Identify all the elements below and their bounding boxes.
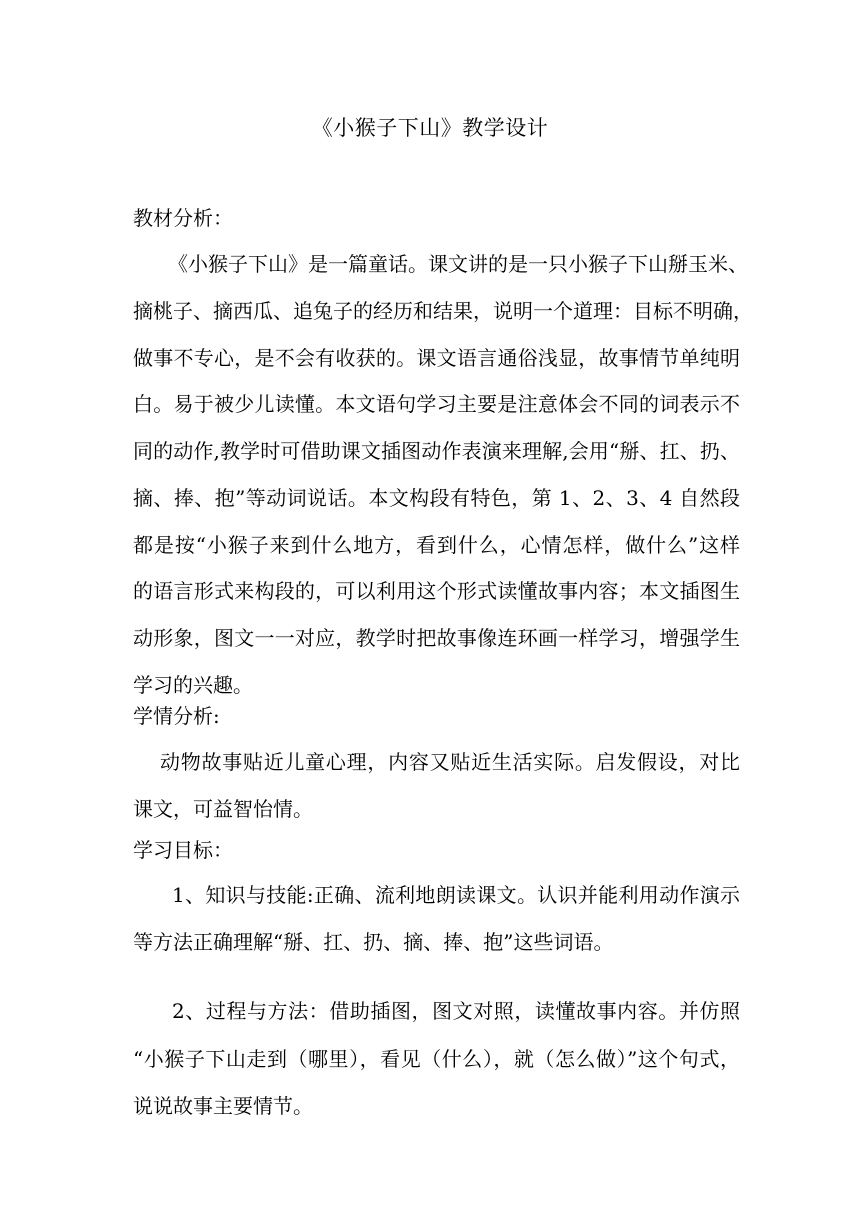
paragraph-line: 做事不专心，是不会有收获的。课文语言通俗浅显，故事情节单纯明 (133, 346, 740, 370)
paragraph-line: 摘、捧、抱”等动词说话。本文构段有特色，第 1、2、3、4 自然段 (133, 486, 740, 510)
goal-line: 1、知识与技能:正确、流利地朗读课文。认识并能利用动作演示 (172, 883, 740, 907)
paragraph-line: 同的动作,教学时可借助课文插图动作表演来理解,会用“掰、扛、扔、 (133, 439, 740, 463)
goal-line: 说说故事主要情节。 (133, 1094, 313, 1118)
section-heading-material-analysis: 教材分析： (133, 206, 233, 230)
document-title: 《小猴子下山》教学设计 (311, 116, 549, 140)
paragraph-line: 《小猴子下山》是一篇童话。课文讲的是一只小猴子下山掰玉米、 (168, 252, 748, 276)
section-heading-learning-goals: 学习目标： (133, 838, 233, 862)
paragraph-line: 学习的兴趣。 (133, 673, 253, 697)
goal-line: “小猴子下山走到（哪里），看见（什么），就（怎么做）”这个句式， (133, 1047, 740, 1071)
goal-line: 等方法正确理解“掰、扛、扔、摘、捧、抱”这些词语。 (133, 930, 614, 954)
paragraph-line: 课文，可益智怡情。 (133, 797, 313, 821)
section-heading-student-analysis: 学情分析: (133, 704, 220, 728)
goal-line: 2、过程与方法：借助插图，图文对照，读懂故事内容。并仿照 (172, 999, 740, 1023)
paragraph-line: 动物故事贴近儿童心理，内容又贴近生活实际。启发假设，对比 (160, 750, 740, 774)
paragraph-line: 都是按“小猴子来到什么地方，看到什么，心情怎样，做什么”这样 (133, 533, 740, 557)
paragraph-line: 白。易于被少儿读懂。本文语句学习主要是注意体会不同的词表示不 (133, 392, 740, 416)
paragraph-line: 动形象，图文一一对应，教学时把故事像连环画一样学习，增强学生 (133, 626, 740, 650)
paragraph-line: 摘桃子、摘西瓜、追兔子的经历和结果，说明一个道理：目标不明确， (133, 299, 753, 323)
paragraph-line: 的语言形式来构段的，可以利用这个形式读懂故事内容；本文插图生 (133, 579, 740, 603)
